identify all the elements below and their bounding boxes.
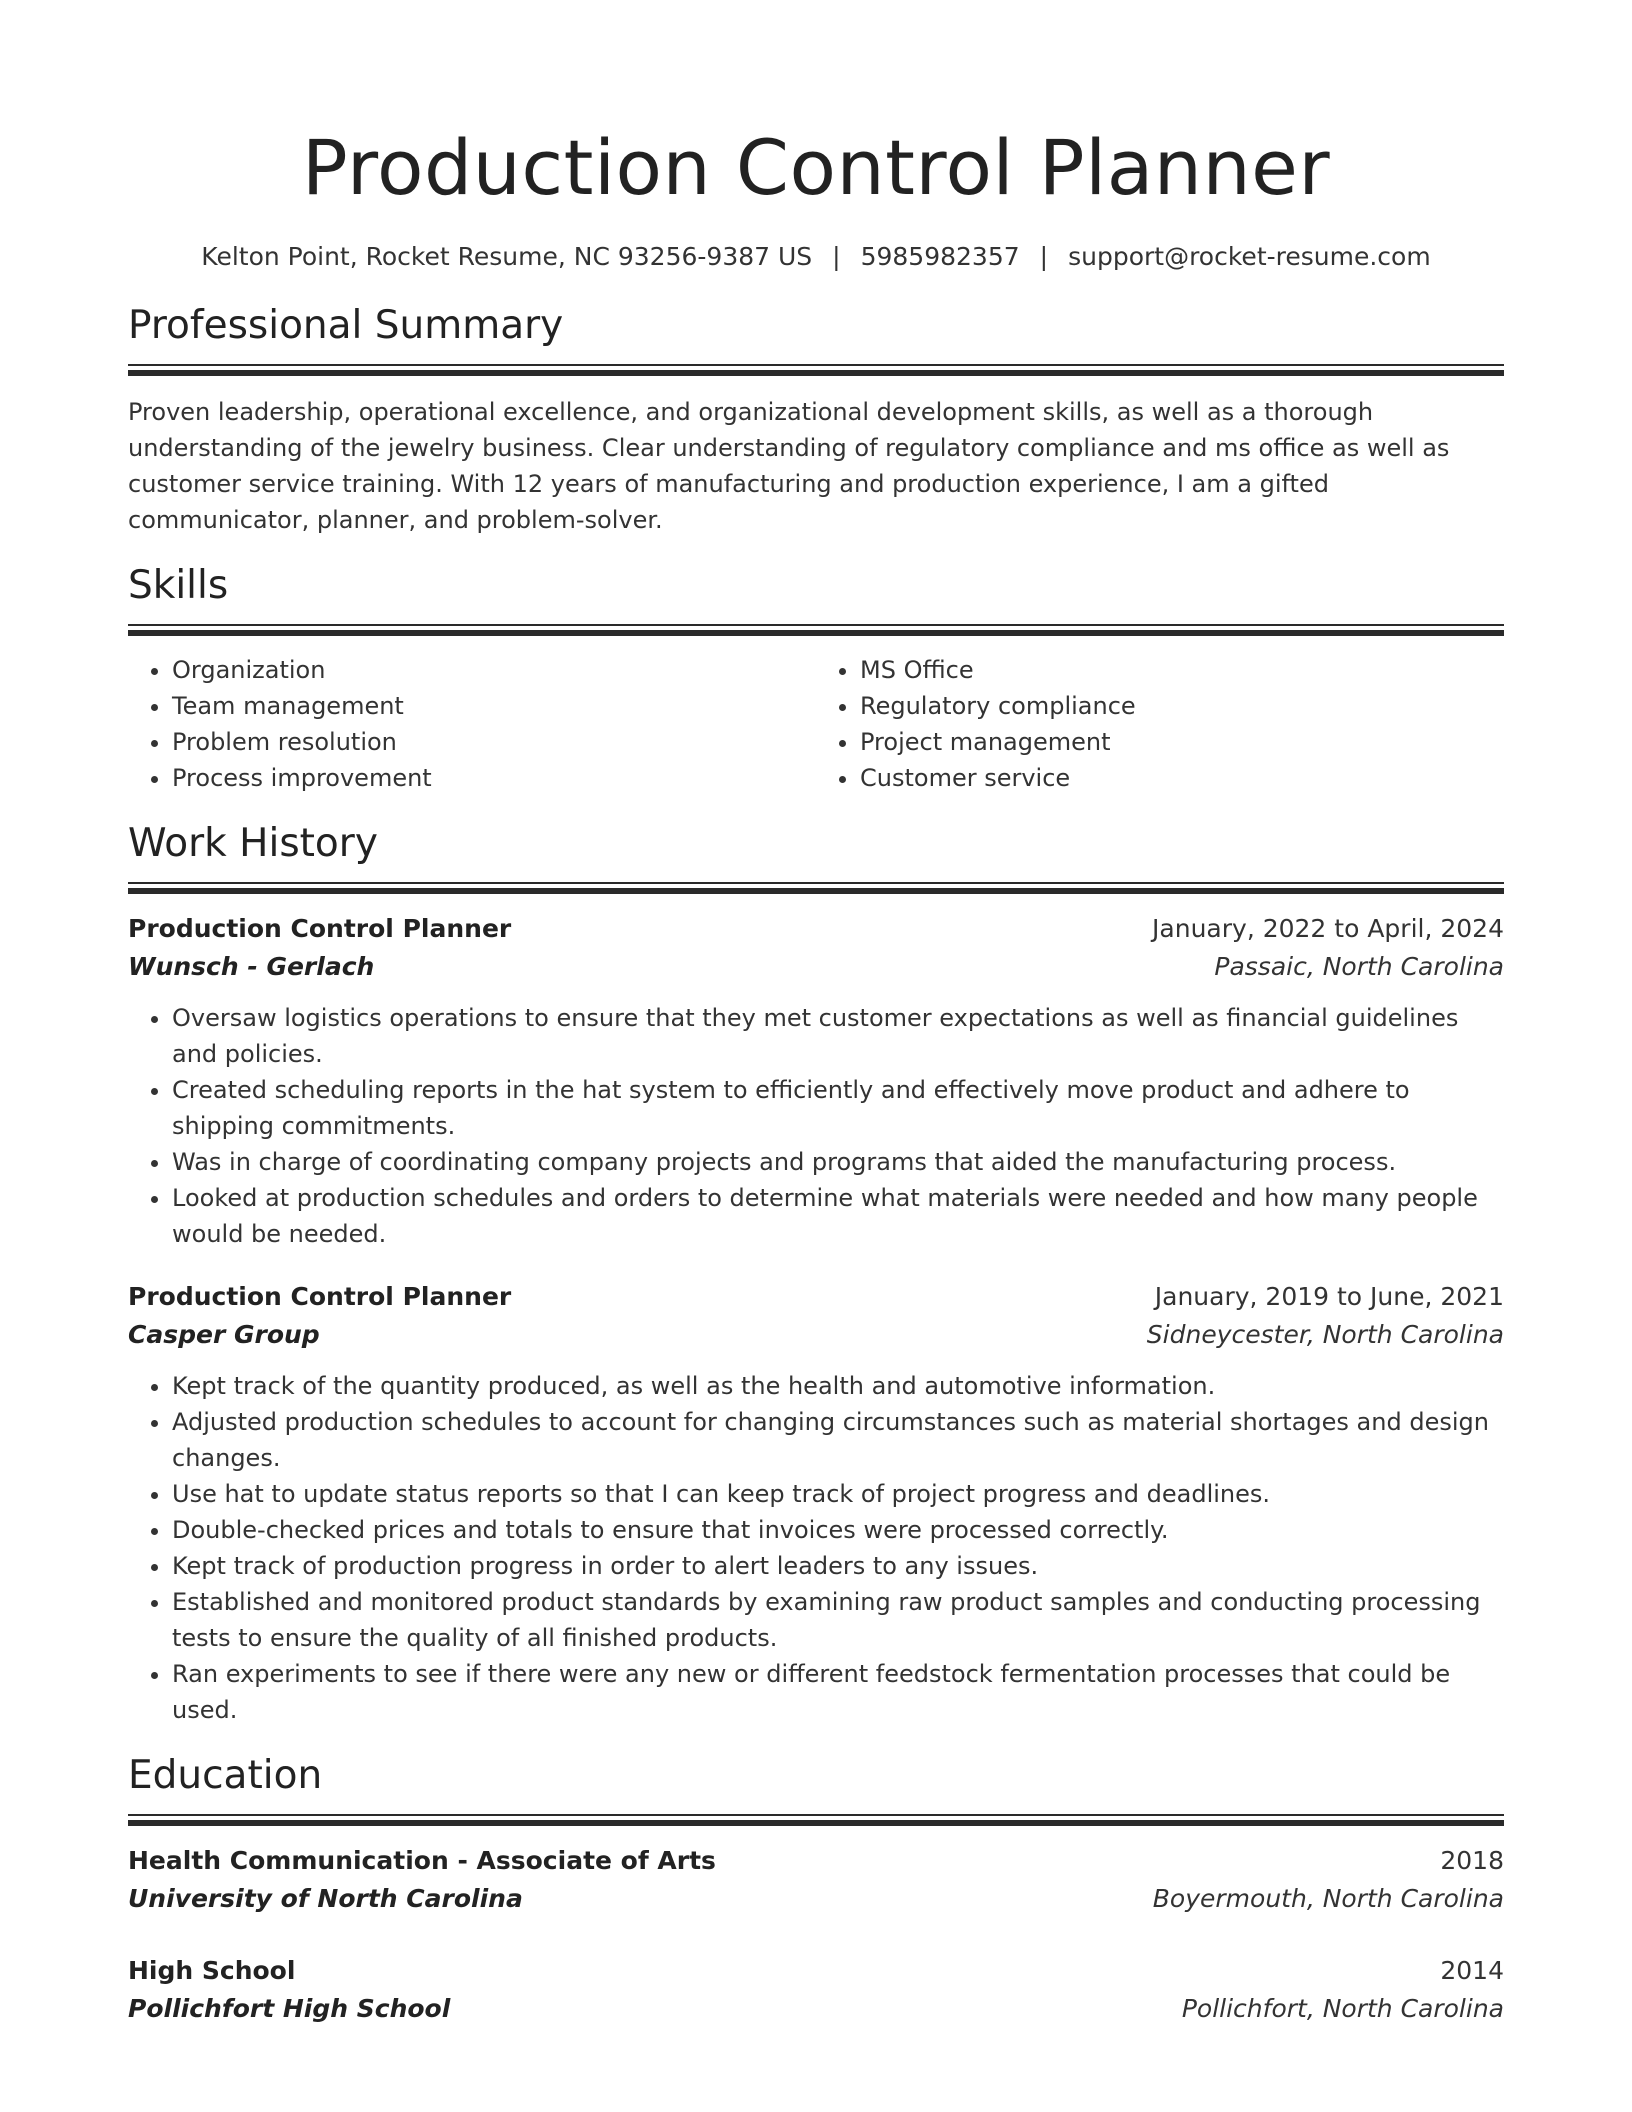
skill-item: • Team management bbox=[172, 688, 816, 724]
skills-column-right bbox=[816, 652, 1504, 796]
job-duty: • Double-checked prices and totals to ensure that invoices were processed correctly. bbox=[172, 1512, 1504, 1548]
job-dates: January, 2019 to June, 2021 bbox=[1154, 1282, 1504, 1311]
job-duty: • Established and monitored product standards by examining raw product samples and conducting processing tests to ensure the quality of all finished products. bbox=[172, 1584, 1504, 1656]
section-summary bbox=[128, 300, 1504, 538]
job-title: Production Control Planner bbox=[128, 1282, 512, 1311]
skills-column-left bbox=[128, 652, 816, 796]
job-header-row bbox=[128, 1278, 1504, 1316]
section-title-skills: Skills bbox=[128, 563, 229, 608]
education-location: Pollichfort, North Carolina bbox=[1181, 1994, 1504, 2023]
section-title-work: Work History bbox=[128, 821, 378, 866]
summary-text: Proven leadership, operational excellence, and organizational development skills, as well as a thorough understanding of the jewelry business. Clear understanding of regulatory compliance and ms office as well as customer service training. With 12 years of manufacturing and production experience, I am a gifted communicator, planner, and problem-solver. bbox=[128, 398, 1450, 534]
education-subheader-row bbox=[128, 1880, 1504, 1918]
contact-address: Kelton Point, Rocket Resume, NC 93256-9387 US bbox=[201, 242, 813, 271]
education-header-row bbox=[128, 1952, 1504, 1990]
job-entry bbox=[128, 910, 1504, 1252]
contact-separator: | bbox=[1039, 242, 1049, 271]
skill-item: • Problem resolution bbox=[172, 724, 816, 760]
education-year: 2014 bbox=[1440, 1956, 1504, 1985]
job-entry bbox=[128, 1278, 1504, 1728]
skill-item: • Organization bbox=[172, 652, 816, 688]
section-divider bbox=[128, 1820, 1504, 1826]
section-skills bbox=[128, 560, 1504, 796]
job-subheader-row bbox=[128, 1316, 1504, 1354]
skill-item: • Customer service bbox=[860, 760, 1504, 796]
section-divider bbox=[128, 630, 1504, 636]
contact-email: support@rocket-resume.com bbox=[1068, 242, 1431, 271]
job-subheader-row bbox=[128, 948, 1504, 986]
job-duty: • Use hat to update status reports so that I can keep track of project progress and deadlines. bbox=[172, 1476, 1504, 1512]
job-duty: • Kept track of the quantity produced, as well as the health and automotive information. bbox=[172, 1368, 1504, 1404]
section-work-history bbox=[128, 818, 1504, 1728]
section-title-education: Education bbox=[128, 1753, 323, 1798]
job-duty: • Ran experiments to see if there were any new or different feedstock fermentation processes that could be used. bbox=[172, 1656, 1504, 1728]
job-dates: January, 2022 to April, 2024 bbox=[1152, 914, 1504, 943]
job-duty: • Was in charge of coordinating company projects and programs that aided the manufacturing process. bbox=[172, 1144, 1504, 1180]
education-year: 2018 bbox=[1440, 1846, 1504, 1875]
education-subheader-row bbox=[128, 1990, 1504, 2028]
skills-list bbox=[128, 652, 1504, 796]
contact-phone: 5985982357 bbox=[860, 242, 1020, 271]
skill-item: • Regulatory compliance bbox=[860, 688, 1504, 724]
section-divider bbox=[128, 888, 1504, 894]
education-school: University of North Carolina bbox=[128, 1884, 523, 1913]
section-divider bbox=[128, 624, 1504, 626]
job-duty: • Oversaw logistics operations to ensure that they met customer expectations as well as financial guidelines and policies. bbox=[172, 1000, 1504, 1072]
job-duties bbox=[128, 1000, 1504, 1252]
job-location: Sidneycester, North Carolina bbox=[1146, 1320, 1504, 1349]
skill-item: • Project management bbox=[860, 724, 1504, 760]
job-title: Production Control Planner bbox=[128, 914, 512, 943]
job-duty: • Looked at production schedules and orders to determine what materials were needed and how many people would be needed. bbox=[172, 1180, 1504, 1252]
section-title-summary: Professional Summary bbox=[128, 303, 564, 348]
education-location: Boyermouth, North Carolina bbox=[1152, 1884, 1504, 1913]
education-entry bbox=[128, 1952, 1504, 2028]
job-header-row bbox=[128, 910, 1504, 948]
section-divider bbox=[128, 364, 1504, 366]
skill-item: • MS Office bbox=[860, 652, 1504, 688]
candidate-name: Production Control Planner bbox=[301, 123, 1331, 212]
skill-item: • Process improvement bbox=[172, 760, 816, 796]
education-degree: High School bbox=[128, 1956, 296, 1985]
job-duties bbox=[128, 1368, 1504, 1728]
job-location: Passaic, North Carolina bbox=[1214, 952, 1504, 981]
section-education bbox=[128, 1750, 1504, 2028]
job-duty: • Kept track of production progress in order to alert leaders to any issues. bbox=[172, 1548, 1504, 1584]
education-degree: Health Communication - Associate of Arts bbox=[128, 1846, 716, 1875]
education-entry bbox=[128, 1842, 1504, 1918]
education-school: Pollichfort High School bbox=[128, 1994, 451, 2023]
job-company: Casper Group bbox=[128, 1320, 320, 1349]
section-divider bbox=[128, 370, 1504, 376]
job-duty: • Created scheduling reports in the hat system to efficiently and effectively move product and adhere to shipping commitments. bbox=[172, 1072, 1504, 1144]
contact-line bbox=[128, 240, 1504, 274]
education-header-row bbox=[128, 1842, 1504, 1880]
section-divider bbox=[128, 882, 1504, 884]
contact-separator: | bbox=[832, 242, 841, 271]
section-divider bbox=[128, 1814, 1504, 1816]
job-duty: • Adjusted production schedules to account for changing circumstances such as material shortages and design changes. bbox=[172, 1404, 1504, 1476]
job-company: Wunsch - Gerlach bbox=[128, 952, 375, 981]
